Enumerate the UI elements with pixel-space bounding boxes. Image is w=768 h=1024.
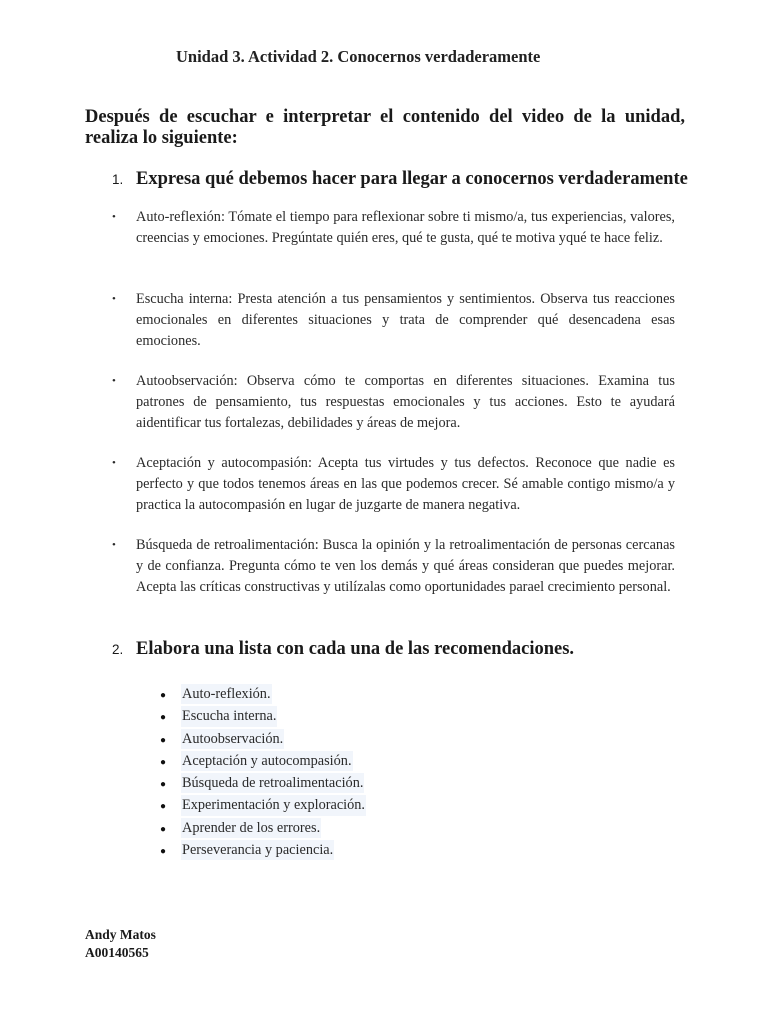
list-marker: ● bbox=[160, 801, 167, 813]
bullet-item bbox=[112, 207, 675, 249]
list-item bbox=[160, 684, 366, 706]
question-text: Expresa qué debemos hacer para llegar a conocernos verdaderamente bbox=[136, 169, 688, 189]
question-number: 1. bbox=[112, 172, 124, 187]
list-item bbox=[160, 706, 366, 728]
bullet-marker: • bbox=[112, 457, 116, 469]
list-item-text: Aceptación y autocompasión. bbox=[181, 751, 353, 771]
author-block bbox=[85, 926, 156, 962]
bullet-marker: • bbox=[112, 539, 116, 551]
recommendations-list bbox=[160, 684, 366, 862]
list-marker: ● bbox=[160, 712, 167, 724]
list-item bbox=[160, 840, 366, 862]
list-item-text: Auto-reflexión. bbox=[181, 684, 272, 704]
list-marker: ● bbox=[160, 846, 167, 858]
question-number: 2. bbox=[112, 642, 124, 657]
bullet-text: Autoobservación: Observa cómo te comportas en diferentes situaciones. Examina tus patrones de pensamiento, tus respuestas emocionales y tus acciones. Esto te ayudará aidentificar tus fortalezas, debilidades y áreas de mejora. bbox=[136, 373, 675, 431]
author-name: Andy Matos bbox=[85, 927, 156, 942]
list-marker: ● bbox=[160, 779, 167, 791]
question-text: Elabora una lista con cada una de las recomendaciones. bbox=[136, 639, 575, 659]
instructions-text: Después de escuchar e interpretar el contenido del video de la unidad, realiza lo siguiente: bbox=[85, 107, 685, 148]
bullet-item bbox=[112, 453, 675, 515]
list-item-text: Perseverancia y paciencia. bbox=[181, 840, 334, 860]
bullet-marker: • bbox=[112, 293, 116, 305]
list-item-text: Búsqueda de retroalimentación. bbox=[181, 773, 364, 793]
bullet-item bbox=[112, 535, 675, 597]
list-item bbox=[160, 795, 366, 817]
list-marker: ● bbox=[160, 756, 167, 768]
question-1 bbox=[112, 169, 688, 190]
list-marker: ● bbox=[160, 823, 167, 835]
list-marker: ● bbox=[160, 690, 167, 701]
bullet-text: Aceptación y autocompasión: Acepta tus virtudes y tus defectos. Reconoce que nadie es perfecto y que todos tenemos áreas en las que podemos crecer. Sé amable contigo mismo/a y practica la autocompasión en lugar de juzgarte de manera negativa. bbox=[136, 455, 675, 513]
list-item-text: Experimentación y exploración. bbox=[181, 795, 366, 815]
page-title: Unidad 3. Actividad 2. Conocernos verdaderamente bbox=[176, 47, 541, 66]
list-item-text: Aprender de los errores. bbox=[181, 818, 321, 838]
bullet-marker: • bbox=[112, 211, 116, 223]
list-item bbox=[160, 751, 366, 773]
list-item bbox=[160, 729, 366, 751]
bullet-text: Escucha interna: Presta atención a tus pensamientos y sentimientos. Observa tus reacciones emocionales en diferentes situaciones y trata de comprender qué desencadena esas emociones. bbox=[136, 291, 675, 349]
bullet-marker: • bbox=[112, 375, 116, 387]
bullet-text: Auto-reflexión: Tómate el tiempo para reflexionar sobre ti mismo/a, tus experiencias, valores, creencias y emociones. Pregúntate quién eres, qué te gusta, qué te motiva yqué te hace feliz. bbox=[136, 209, 675, 246]
list-marker: ● bbox=[160, 734, 167, 746]
bullet-item bbox=[112, 371, 675, 433]
bullet-text: Búsqueda de retroalimentación: Busca la opinión y la retroalimentación de personas cercanas y de confianza. Pregunta cómo te ven los demás y qué áreas consideran que puedes mejorar. Acepta las críticas constructivas y utilízalas como oportunidades parael crecimiento personal. bbox=[136, 537, 675, 595]
question-2 bbox=[112, 639, 574, 660]
list-item bbox=[160, 773, 366, 795]
list-item-text: Autoobservación. bbox=[181, 729, 284, 749]
list-item bbox=[160, 818, 366, 840]
author-id: A00140565 bbox=[85, 945, 149, 960]
bullet-item bbox=[112, 289, 675, 351]
list-item-text: Escucha interna. bbox=[181, 706, 277, 726]
